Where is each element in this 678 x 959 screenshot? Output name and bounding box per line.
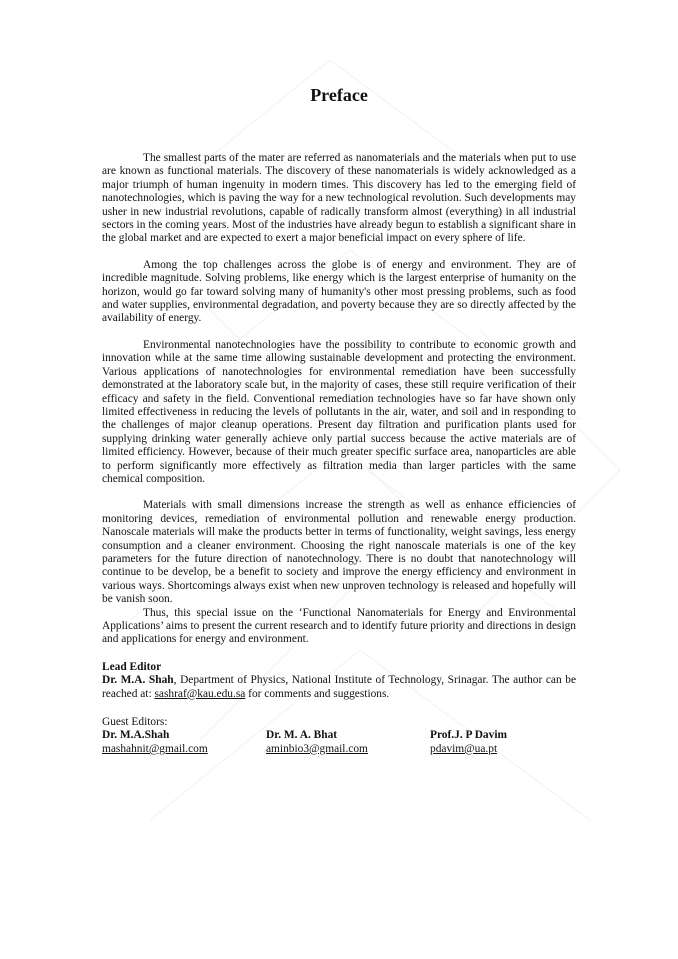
paragraph-1: The smallest parts of the mater are referred as nanomaterials and the materials when put to use are known as functional materials. The discovery of these nanomaterials is widely acknowledged as a major triumph of human ingenuity in modern times. This discovery has led to the emerging field of nanotechnologies, which is paving the way for a new technological revolution. Such developments may usher in new industrial revolutions, capable of radically transform almost (everything) in all industrial sectors in the coming years. Most of the industries have already begun to establish a significant share in the global market and are expected to exert a major beneficial impact on every sphere of life.	[102, 152, 576, 245]
paragraph-3: Environmental nanotechnologies have the possibility to contribute to economic growth and innovation while at the same time allowing sustainable development and protecting the environment. Various applications of nanotechnologies for environmental remediation have been successfully demonstrated at the laboratory scale but, in the majority of cases, these still require verification of their efficacy and safety in the field. Conventional remediation technologies have so far have shown only limited effectiveness in reducing the levels of pollutants in the air, water, and soil and in responding to the challenges of major cleanup operations. Present day filtration and purification plants used for supplying drinking water generally achieve only partial success because the active materials are of limited efficiency. However, because of their much greater specific surface area, nanoparticles are able to perform significantly more effectively as filtration media than larger particles with the same chemical composition.	[102, 338, 576, 485]
lead-editor-heading: Lead Editor	[102, 660, 162, 673]
lead-editor-closing: for comments and suggestions.	[245, 687, 390, 700]
paragraph-4: Materials with small dimensions increase the strength as well as enhance efficiencies of monitoring devices, remediation of environmental pollution and renewable energy production. Nanoscale materials will make the products better in terms of functionality, weight savings, less energy consumption and a cleaner environment. Choosing the right nanoscale materials is one of the key parameters for the future direction of nanotechnology. There is no doubt that nanotechnology will continue to be develop, be a benefit to society and improve the energy efficiency and environment in various ways. Shortcomings always exist when new unproven technology is released and hopefully will be vanish soon.	[102, 499, 576, 606]
preface-body	[102, 152, 576, 756]
lead-editor-details	[102, 674, 576, 701]
guest-editors-list	[102, 729, 576, 756]
lead-editor-affiliation: , Department of Physics, National Institute of Technology, Srinagar. The author can be reached at:	[102, 674, 576, 700]
guest-editor-email-link[interactable]: pdavim@ua.pt	[430, 742, 498, 755]
guest-editors-heading: Guest Editors:	[102, 716, 168, 729]
guest-editor-name: Prof.J. P Davim	[430, 729, 507, 742]
guest-editor-email-link[interactable]: aminbio3@gmail.com	[266, 742, 368, 755]
guest-editor-email-link[interactable]: mashahnit@gmail.com	[102, 742, 208, 755]
lead-editor-name: Dr. M.A. Shah	[102, 674, 174, 687]
guest-editor-name: Dr. M. A. Bhat	[266, 729, 338, 742]
guest-editor-name: Dr. M.A.Shah	[102, 729, 170, 742]
lead-editor-section	[102, 661, 576, 701]
paragraph-5: Thus, this special issue on the ‘Functional Nanomaterials for Energy and Environmental Applications’ aims to present the current research and to identify future priority and directions in design and applications for energy and environment.	[102, 606, 576, 646]
page-title: Preface	[310, 85, 368, 105]
paragraph-2: Among the top challenges across the globe is of energy and environment. They are of incredible magnitude. Solving problems, like energy which is the largest enterprise of humanity on the horizon, would go far toward solving many of humanity's other most pressing problems, such as food and water supplies, environmental degradation, and poverty because they are so directly affected by the availability of energy.	[102, 258, 576, 325]
guest-editors-section	[102, 716, 576, 756]
lead-editor-email-link[interactable]: sashraf@kau.edu.sa	[154, 687, 246, 700]
